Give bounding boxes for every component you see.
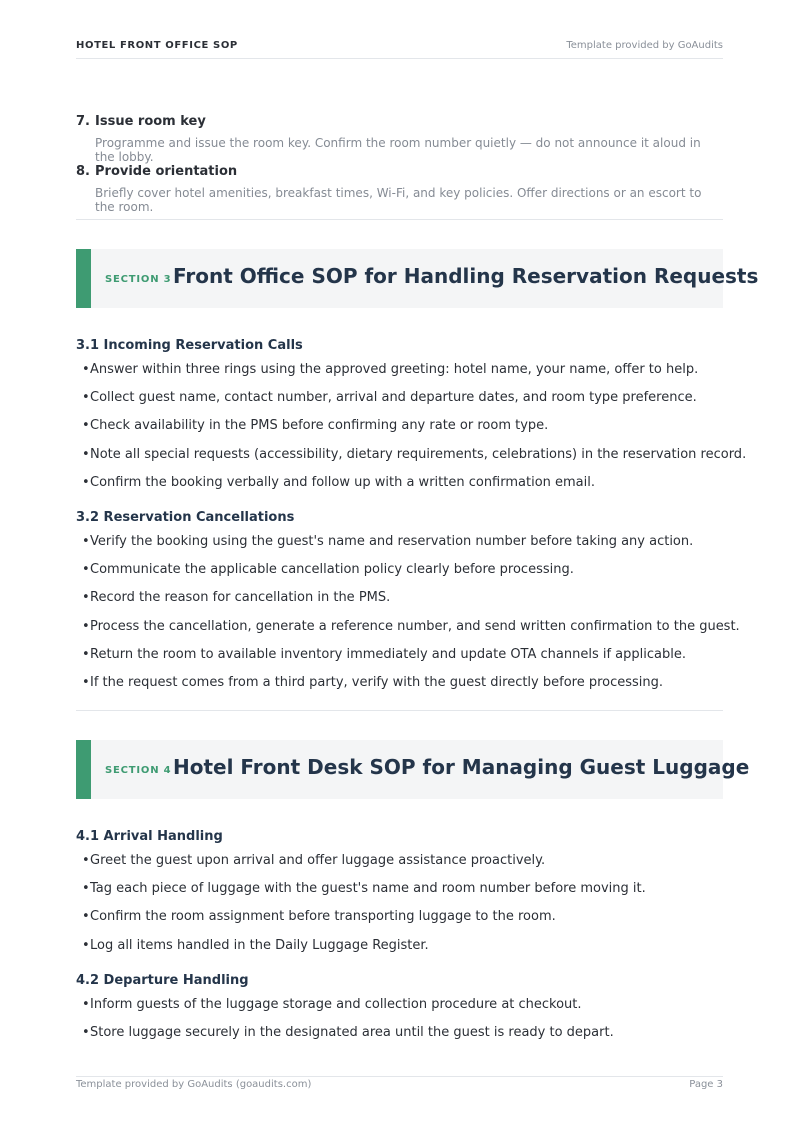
subsection-heading: 3.2 Reservation Cancellations — [76, 510, 295, 525]
footer-credit: Template provided by GoAudits (goaudits.com) — [76, 1079, 312, 1090]
section-title: Front Office SOP for Handling Reservation Requests — [173, 264, 759, 288]
page-footer — [76, 1076, 723, 1090]
step-number: 8. — [76, 164, 90, 179]
section-3-banner — [76, 249, 759, 308]
list-item: •Tag each piece of luggage with the guest's name and room number before moving it. — [82, 881, 646, 897]
step-title: Issue room key — [95, 114, 206, 129]
list-item: •If the request comes from a third party, verify with the guest directly before processing. — [82, 674, 664, 690]
template-credit: Template provided by GoAudits — [566, 40, 723, 51]
step-item — [76, 114, 723, 164]
divider — [76, 219, 723, 220]
step-heading — [76, 114, 723, 129]
list-item: •Confirm the room assignment before transporting luggage to the room. — [82, 909, 556, 925]
list-item: •Inform guests of the luggage storage and collection procedure at checkout. — [82, 997, 582, 1012]
list-item: •Process the cancellation, generate a reference number, and send written confirmation to the guest. — [82, 618, 740, 634]
step-number: 7. — [76, 114, 90, 129]
step-heading — [76, 164, 723, 179]
section-4-banner — [76, 740, 750, 799]
divider — [76, 710, 723, 711]
subsection-heading: 4.2 Departure Handling — [76, 973, 249, 988]
list-item: •Confirm the booking verbally and follow up with a written confirmation email. — [82, 474, 596, 490]
step-item — [76, 164, 723, 214]
subsection-heading: 4.1 Arrival Handling — [76, 829, 223, 844]
page-number: Page 3 — [689, 1079, 723, 1090]
section-accent-bar — [76, 249, 91, 308]
bullet-list — [82, 997, 740, 1053]
list-item: •Collect guest name, contact number, arrival and departure dates, and room type preference. — [82, 390, 697, 406]
document-title: HOTEL FRONT OFFICE SOP — [76, 40, 238, 51]
step-description: Briefly cover hotel amenities, breakfast times, Wi-Fi, and key policies. Offer directions or an escort to the room. — [95, 186, 702, 214]
subsection-heading: 3.1 Incoming Reservation Calls — [76, 338, 303, 353]
section-title: Hotel Front Desk SOP for Managing Guest Luggage — [173, 755, 750, 779]
step-title: Provide orientation — [95, 164, 238, 179]
list-item: •Verify the booking using the guest's name and reservation number before taking any action. — [82, 534, 694, 549]
list-item: •Log all items handled in the Daily Luggage Register. — [82, 937, 429, 953]
section-accent-bar — [76, 740, 91, 799]
page-header — [76, 38, 723, 59]
section-label: SECTION 3 — [105, 274, 172, 285]
list-item: •Note all special requests (accessibility, dietary requirements, celebrations) in the reservation record. — [82, 446, 747, 462]
list-item: •Check availability in the PMS before confirming any rate or room type. — [82, 418, 549, 434]
list-item: •Record the reason for cancellation in the PMS. — [82, 590, 391, 606]
list-item: •Store luggage securely in the designated area until the guest is ready to depart. — [82, 1025, 614, 1041]
list-item: •Answer within three rings using the approved greeting: hotel name, your name, offer to help. — [82, 362, 699, 377]
bullet-list — [82, 853, 740, 966]
step-description: Programme and issue the room key. Confirm the room number quietly — do not announce it aloud in the lobby. — [95, 136, 701, 164]
list-item: •Return the room to available inventory immediately and update OTA channels if applicable. — [82, 646, 686, 662]
section-label: SECTION 4 — [105, 765, 172, 776]
bullet-list — [82, 362, 747, 503]
list-item: •Communicate the applicable cancellation policy clearly before processing. — [82, 562, 574, 578]
bullet-list — [82, 534, 740, 703]
list-item: •Greet the guest upon arrival and offer luggage assistance proactively. — [82, 853, 546, 868]
